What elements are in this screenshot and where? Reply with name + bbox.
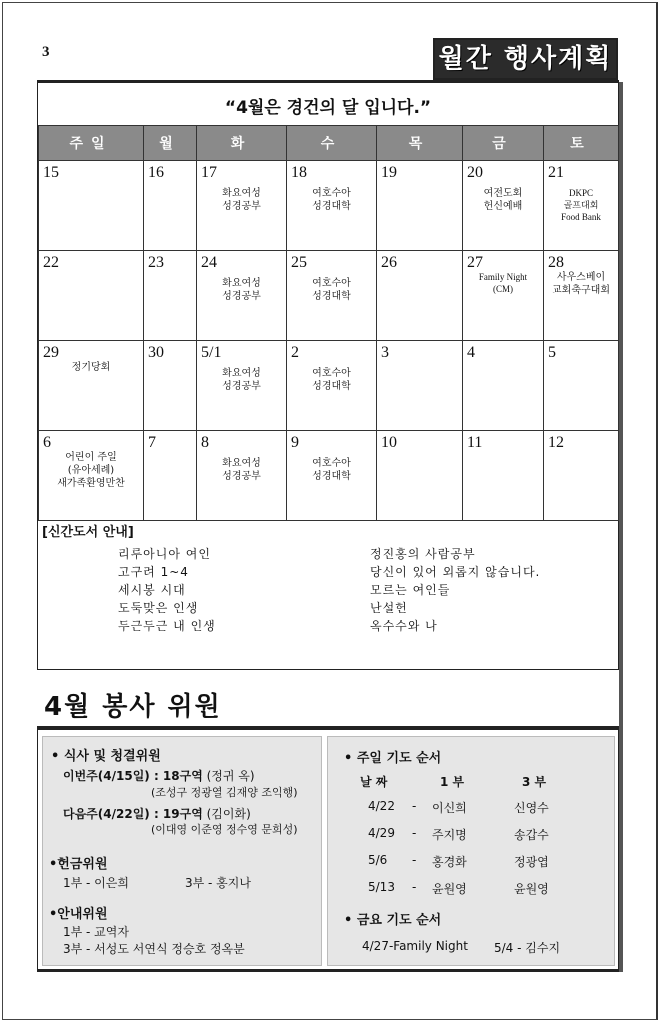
day-number: 16 <box>148 164 164 181</box>
weekday-header: 월 <box>144 126 197 161</box>
calendar-day-cell <box>287 161 377 251</box>
day-number: 3 <box>381 344 389 361</box>
day-number: 9 <box>291 434 299 451</box>
meal-this-week-leader: (정귀 옥) <box>202 769 255 783</box>
calendar-day-cell <box>544 161 619 251</box>
day-number: 17 <box>201 164 217 181</box>
prayer-first: 이신희 <box>432 801 467 815</box>
day-event: 어린이 주일 (유아세례) 새가족환영만찬 <box>57 452 125 489</box>
calendar-day-cell <box>544 341 619 431</box>
day-number: 25 <box>291 254 307 271</box>
book-title: 리루아니아 여인 <box>118 547 211 561</box>
new-books-left-list <box>118 545 216 635</box>
calendar-day-cell <box>39 341 144 431</box>
calendar-day-cell <box>197 251 287 341</box>
day-event: 화요여성 성경공부 <box>222 188 261 212</box>
prayer-third: 정광엽 <box>514 855 549 869</box>
calendar-day-cell <box>197 341 287 431</box>
day-number: 15 <box>43 164 59 181</box>
meal-this-week-members: (조성구 정광열 김재양 조익행) <box>151 786 298 799</box>
day-number: 23 <box>148 254 164 271</box>
day-number: 27 <box>467 254 483 271</box>
day-event: DKPC 골프대회 Food Bank <box>561 188 601 222</box>
calendar-day-cell <box>39 251 144 341</box>
day-event: 정기당회 <box>71 362 111 373</box>
day-number: 4 <box>467 344 475 361</box>
monthly-motto: “4월은 경건의 달 입니다.” <box>224 98 432 118</box>
column-header: 1 부 <box>440 775 465 789</box>
calendar-day-cell <box>287 251 377 341</box>
meal-next-week-members: (이대영 이준영 정수영 문희성) <box>151 823 298 836</box>
day-number: 6 <box>43 434 51 451</box>
meal-next-week-label: 다음주(4/22일) : 19구역 <box>63 807 203 821</box>
prayer-dash: - <box>412 880 417 894</box>
prayer-date: 5/6 <box>368 853 388 867</box>
day-number: 11 <box>467 434 483 451</box>
calendar-day-cell <box>287 431 377 521</box>
friday-prayer-heading: • 금요 기도 순서 <box>344 913 442 928</box>
volunteers-left-box <box>42 736 322 966</box>
book-title: 당신이 있어 외롭지 않습니다. <box>370 565 541 579</box>
day-number: 26 <box>381 254 397 271</box>
day-number: 5 <box>548 344 556 361</box>
calendar-day-cell <box>377 251 463 341</box>
offering-third-service: 3부 - 홍지나 <box>185 876 251 890</box>
weekday-header: 화 <box>197 126 287 161</box>
book-title: 도둑맞은 인생 <box>118 601 199 615</box>
usher-first-service: 1부 - 교역자 <box>63 925 129 939</box>
header-title: 월간 행사계획 <box>433 38 618 80</box>
meal-next-week-leader: (김이화) <box>202 807 251 821</box>
meal-next-week <box>63 805 251 822</box>
day-event: 여호수아 성경대학 <box>312 278 351 302</box>
new-books-right-list <box>370 545 540 635</box>
day-number: 12 <box>548 434 564 451</box>
day-number: 21 <box>548 164 564 181</box>
new-books-title: [신간도서 안내] <box>42 525 134 540</box>
prayer-date: 4/22 <box>368 799 395 813</box>
page-number: 3 <box>42 44 50 60</box>
day-number: 10 <box>381 434 397 451</box>
offering-first-service: 1부 - 이은희 <box>63 876 129 890</box>
usher-third-service: 3부 - 서성도 서연식 정승호 정옥분 <box>63 942 245 956</box>
friday-prayer-entry: 4/27-Family Night <box>362 939 468 953</box>
calendar-day-cell <box>377 161 463 251</box>
calendar-day-cell <box>463 161 544 251</box>
book-title: 정진홍의 사람공부 <box>370 547 476 561</box>
book-title: 두근두근 내 인생 <box>118 619 216 633</box>
calendar-week-row <box>39 431 619 521</box>
prayer-third: 신영수 <box>514 801 549 815</box>
prayer-dash: - <box>412 799 417 813</box>
day-event: 여호수아 성경대학 <box>312 368 351 392</box>
calendar-day-cell <box>377 341 463 431</box>
calendar-day-cell <box>197 161 287 251</box>
calendar-week-row <box>39 341 619 431</box>
prayer-date: 5/13 <box>368 880 395 894</box>
day-number: 18 <box>291 164 307 181</box>
day-event: 여전도회 헌신예배 <box>483 188 523 212</box>
prayer-third: 송갑수 <box>514 828 549 842</box>
calendar-day-cell <box>144 161 197 251</box>
weekday-header-row <box>39 126 619 161</box>
weekday-header: 목 <box>377 126 463 161</box>
calendar-day-cell <box>463 251 544 341</box>
book-title: 난설헌 <box>370 601 408 615</box>
monthly-calendar <box>38 125 619 521</box>
book-title: 세시봉 시대 <box>118 583 186 597</box>
prayer-dash: - <box>412 826 417 840</box>
day-number: 2 <box>291 344 299 361</box>
offering-committee-heading: •헌금위원 <box>49 857 108 872</box>
column-header: 3 부 <box>522 775 547 789</box>
day-event: 화요여성 성경공부 <box>222 368 261 392</box>
calendar-day-cell <box>39 161 144 251</box>
calendar-day-cell <box>144 431 197 521</box>
day-event: 여호수아 성경대학 <box>312 188 351 212</box>
calendar-day-cell <box>463 431 544 521</box>
day-event: Family Night (CM) <box>478 272 528 294</box>
calendar-day-cell <box>544 251 619 341</box>
meal-this-week <box>63 767 255 784</box>
prayer-dash: - <box>412 853 417 867</box>
calendar-week-row <box>39 161 619 251</box>
prayer-first: 홍경화 <box>432 855 467 869</box>
calendar-day-cell <box>144 341 197 431</box>
calendar-day-cell <box>377 431 463 521</box>
day-number: 8 <box>201 434 209 451</box>
day-event: 여호수아 성경대학 <box>312 458 351 482</box>
book-title: 고구려 1~4 <box>118 565 189 579</box>
friday-prayer-entry: 5/4 - 김수지 <box>494 941 561 955</box>
volunteers-title: 4월 봉사 위원 <box>44 692 222 722</box>
page-shadow <box>619 82 623 972</box>
meal-this-week-label: 이번주(4/15일) : 18구역 <box>63 769 203 783</box>
calendar-day-cell <box>287 341 377 431</box>
volunteers-right-box <box>327 736 615 966</box>
weekday-header: 금 <box>463 126 544 161</box>
day-number: 5/1 <box>201 344 222 361</box>
prayer-date: 4/29 <box>368 826 395 840</box>
prayer-third: 윤원영 <box>514 882 549 896</box>
book-title: 모르는 여인들 <box>370 583 451 597</box>
meal-committee-heading: • 식사 및 청결위원 <box>51 749 161 764</box>
day-number: 30 <box>148 344 164 361</box>
day-number: 7 <box>148 434 156 451</box>
day-number: 19 <box>381 164 397 181</box>
calendar-day-cell <box>39 431 144 521</box>
calendar-day-cell <box>463 341 544 431</box>
calendar-week-row <box>39 251 619 341</box>
day-number: 24 <box>201 254 217 271</box>
day-number: 28 <box>548 254 564 271</box>
sunday-prayer-heading: • 주일 기도 순서 <box>344 751 442 766</box>
prayer-first: 윤원영 <box>432 882 467 896</box>
weekday-header: 토 <box>544 126 619 161</box>
column-header: 날 짜 <box>360 775 388 789</box>
usher-committee-heading: •안내위원 <box>49 907 108 922</box>
day-number: 22 <box>43 254 59 271</box>
day-number: 20 <box>467 164 483 181</box>
book-title: 옥수수와 나 <box>370 619 438 633</box>
calendar-day-cell <box>544 431 619 521</box>
weekday-header: 주일 <box>39 126 144 161</box>
day-event: 화요여성 성경공부 <box>222 458 261 482</box>
day-event: 사우스베이 교회축구대회 <box>552 272 610 296</box>
calendar-day-cell <box>197 431 287 521</box>
calendar-day-cell <box>144 251 197 341</box>
day-event: 화요여성 성경공부 <box>222 278 261 302</box>
weekday-header: 수 <box>287 126 377 161</box>
prayer-first: 주지명 <box>432 828 467 842</box>
day-number: 29 <box>43 344 59 361</box>
